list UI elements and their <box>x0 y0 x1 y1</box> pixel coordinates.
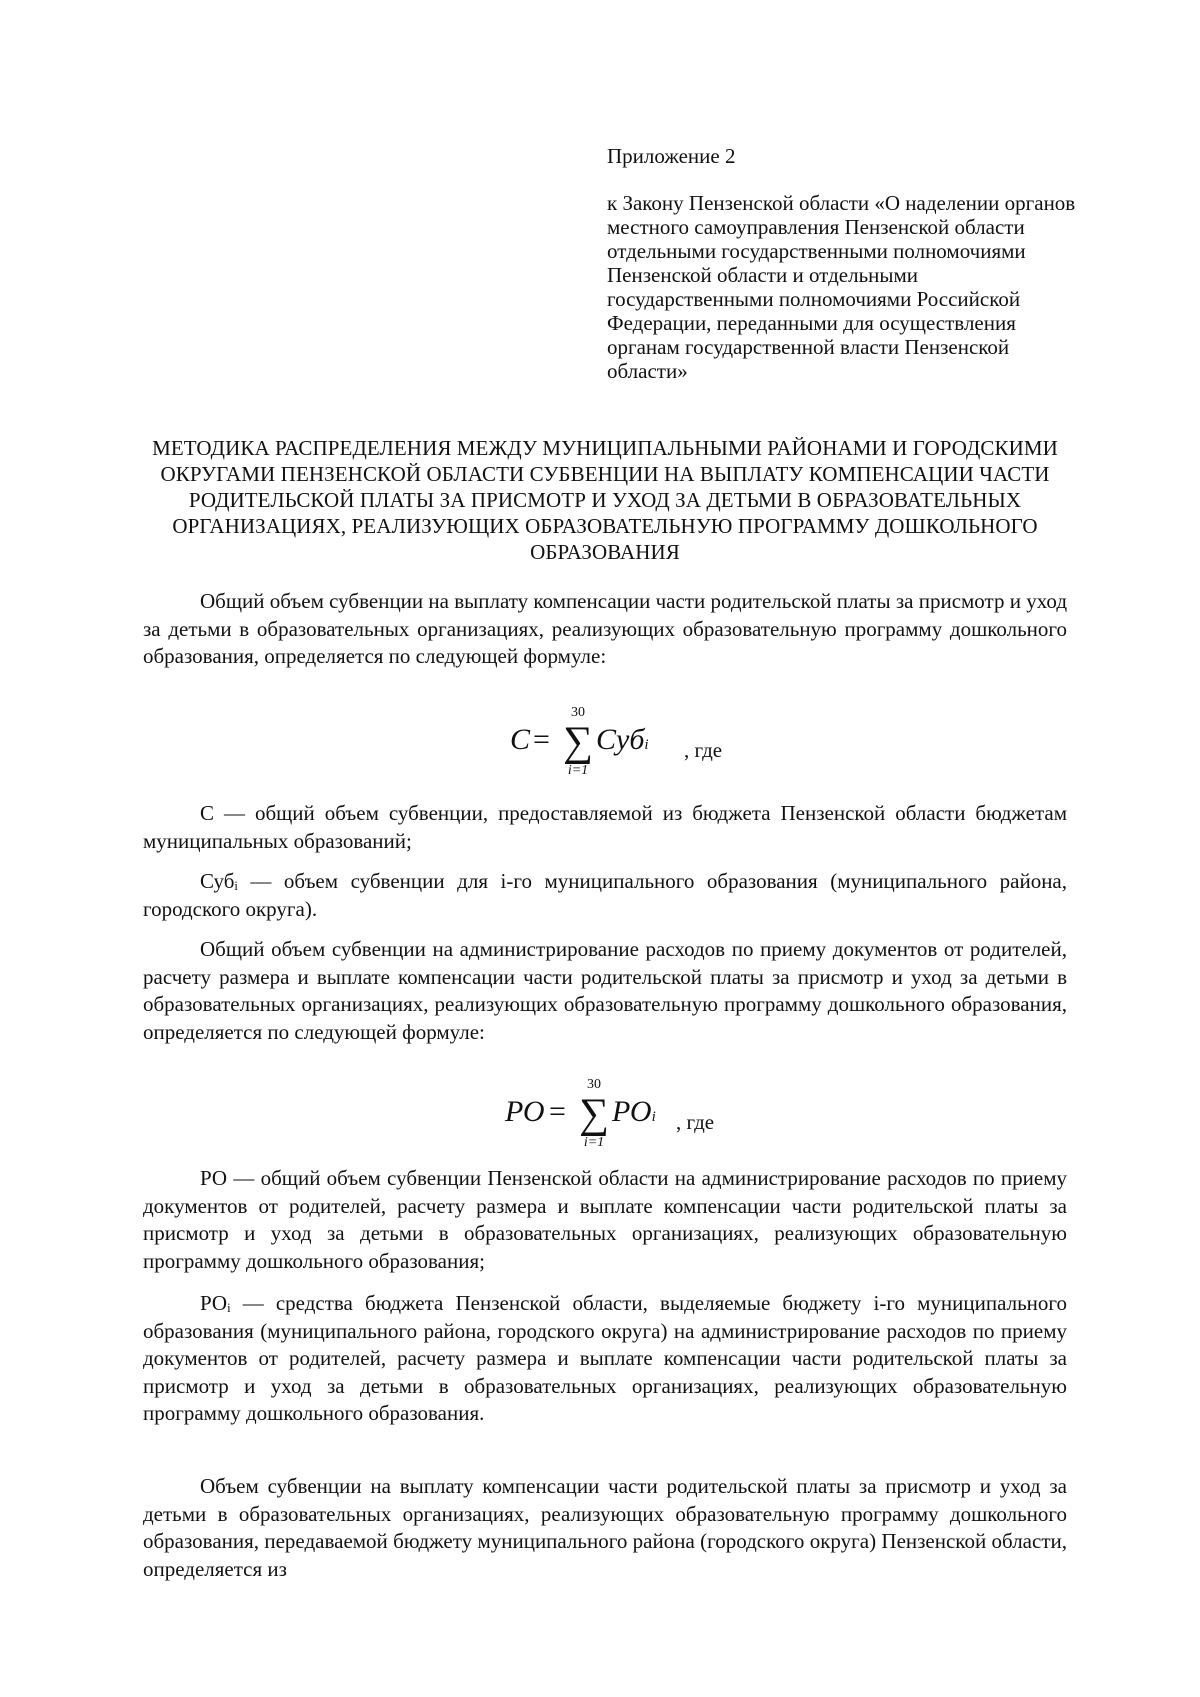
formula-2-term <box>612 1097 656 1127</box>
formula-2-lhs: РО <box>505 1095 545 1128</box>
document-title: МЕТОДИКА РАСПРЕДЕЛЕНИЯ МЕЖДУ МУНИЦИПАЛЬНЫМИ РАЙОНАМИ И ГОРОДСКИМИ ОКРУГАМИ ПЕНЗЕНСКОЙ ОБЛАСТИ СУБВЕНЦИИ НА ВЫПЛАТУ КОМПЕНСАЦИИ ЧАСТИ РОДИТЕЛЬСКОЙ ПЛАТЫ ЗА ПРИСМОТР И УХОД ЗА ДЕТЬМИ В ОБРАЗОВАТЕЛЬНЫХ ОРГАНИЗАЦИЯХ, РЕАЛИЗУЮЩИХ ОБРАЗОВАТЕЛЬНУЮ ПРОГРАММУ ДОШКОЛЬНОГО ОБРАЗОВАНИЯ <box>152 436 1058 564</box>
formula-1-term <box>596 725 649 755</box>
formula-2-sum <box>572 1077 616 1151</box>
paragraph-5: РО — общий объем субвенции Пензенской области на администрирование расходов по приему документов от родителей, расчету размера и выплате компенсации части родительской платы за присмотр и уход за детьми в образовательных организациях, реализующих образовательную программу дошкольного образования; <box>143 1166 1067 1273</box>
formula-1-lhs: C <box>510 723 531 756</box>
sum-symbol-icon: ∑ <box>563 719 593 765</box>
formula-1-term-text: Суб <box>596 723 645 756</box>
paragraph-3: Субᵢ — объем субвенции для i-го муниципального образования (муниципального района, городского округа). <box>143 869 1067 921</box>
formula-1-equals: = <box>533 723 550 756</box>
appendix-label: Приложение 2 <box>607 144 736 168</box>
paragraph-2: С — общий объем субвенции, предоставляемой из бюджета Пензенской области бюджетам муниципальных образований; <box>143 801 1067 853</box>
paragraph-7: Объем субвенции на выплату компенсации части родительской платы за присмотр и уход за детьми в образовательных организациях, реализующих образовательную программу дошкольного образования, передаваемой бюджету муниципального района (городского округа) Пензенской области, определяется из <box>143 1474 1067 1581</box>
paragraph-4: Общий объем субвенции на администрирование расходов по приему документов от родителей, расчету размера и выплате компенсации части родительской платы за присмотр и уход за детьми в образовательных организациях, реализующих образовательную программу дошкольного образования, определяется по следующей формуле: <box>143 937 1067 1044</box>
formula-1-sum <box>556 705 600 779</box>
paragraph-1: Общий объем субвенции на выплату компенсации части родительской платы за присмотр и уход за детьми в образовательных организациях, реализующих образовательную программу дошкольного образования, определяется по следующей формуле: <box>143 589 1067 668</box>
formula-1-index: i <box>644 737 649 753</box>
formula-2-term-text: РО <box>612 1095 652 1128</box>
appendix-text: к Закону Пензенской области «О наделении органов местного самоуправления Пензенской области отдельными государственными полномочиями Пензенской области и отдельными государственными полномочиями Российской Федерации, переданными для осуществления органам государственной власти Пензенской области» <box>607 191 1076 383</box>
formula-1-upper-limit: 30 <box>571 705 585 720</box>
formula-2-upper-limit: 30 <box>587 1077 601 1092</box>
formula-1-suffix: , где <box>684 738 723 762</box>
formula-2-equals: = <box>549 1095 566 1128</box>
sum-symbol-icon: ∑ <box>579 1091 609 1137</box>
paragraph-6: РОᵢ — средства бюджета Пензенской области, выделяемые бюджету i-го муниципального образования (муниципального района, городского округа) на администрирование расходов по приему документов от родителей, расчету размера и выплате компенсации части родительской платы за присмотр и уход за детьми в образовательных организациях, реализующих образовательную программу дошкольного образования. <box>143 1291 1067 1425</box>
formula-2-lower-limit: i=1 <box>583 1135 605 1150</box>
formula-2-index: i <box>651 1109 656 1125</box>
formula-2-suffix: , где <box>676 1110 715 1134</box>
formula-1-lower-limit: i=1 <box>567 763 589 778</box>
